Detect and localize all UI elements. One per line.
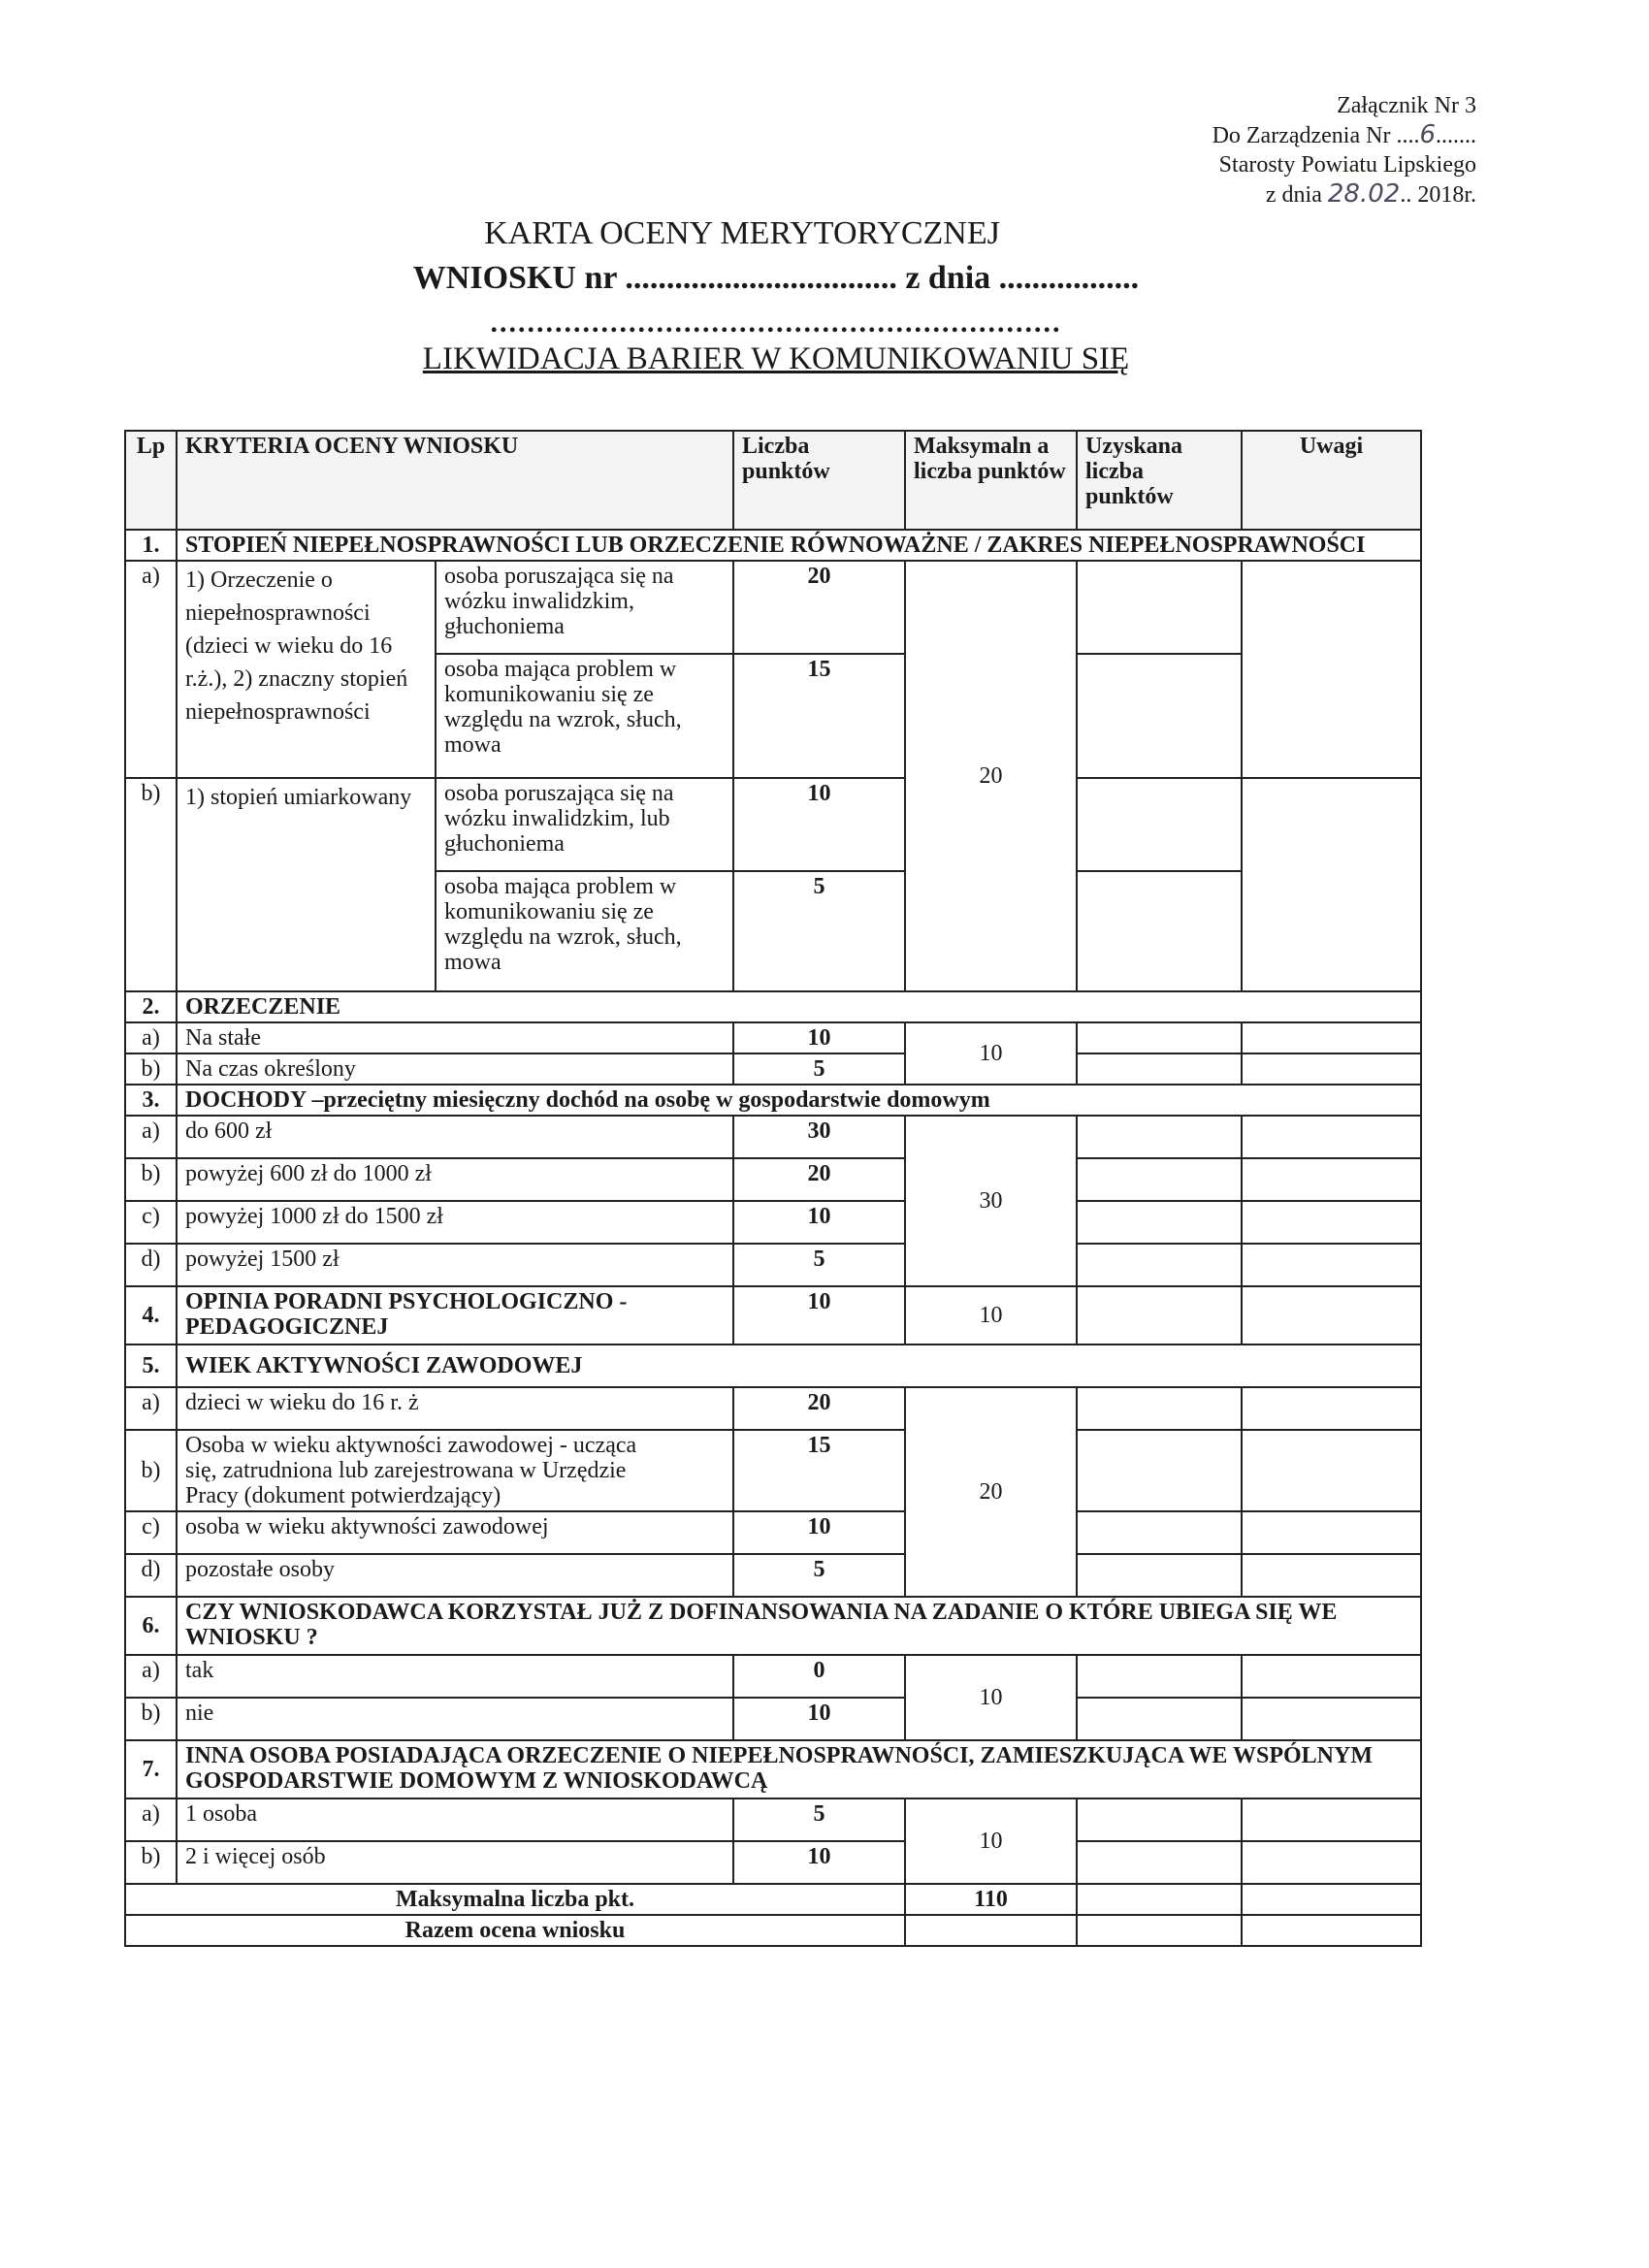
notes-cell[interactable] xyxy=(1242,1511,1421,1554)
annex-line-4: z dnia 28.02.. 2018r. xyxy=(1265,179,1476,209)
table-row: a) 1) Orzeczenie o niepełnosprawności (dzieci w wieku do 16 r.ż.), 2) znaczny stopień niepełnosprawności osoba poruszająca się na wózku inwalidzkim, głuchoniema 20 20 xyxy=(125,561,1421,654)
annex-header xyxy=(1069,91,1476,210)
table-row: c) osoba w wieku aktywności zawodowej 10 xyxy=(125,1511,1421,1554)
annex-line-3: Starosty Powiatu Lipskiego xyxy=(1218,152,1476,178)
notes-cell[interactable] xyxy=(1242,1053,1421,1085)
total-row xyxy=(125,1915,1421,1946)
section-row: 6. CZY WNIOSKODAWCA KORZYSTAŁ JUŻ Z DOFINANSOWANIA NA ZADANIE O KTÓRE UBIEGA SIĘ WE WNIOSKU ? xyxy=(125,1597,1421,1655)
notes-cell[interactable] xyxy=(1242,1116,1421,1158)
obtained-cell[interactable] xyxy=(1077,1841,1242,1884)
obtained-cell[interactable] xyxy=(1077,1244,1242,1286)
notes-cell[interactable] xyxy=(1242,1022,1421,1053)
table-row: d) powyżej 1500 zł 5 xyxy=(125,1244,1421,1286)
notes-cell[interactable] xyxy=(1242,1387,1421,1430)
obtained-cell[interactable] xyxy=(1077,561,1242,654)
section-row: 5. WIEK AKTYWNOŚCI ZAWODOWEJ xyxy=(125,1345,1421,1387)
obtained-cell[interactable] xyxy=(1077,1430,1242,1511)
obtained-cell[interactable] xyxy=(1077,1286,1242,1345)
header-notes: Uwagi xyxy=(1242,431,1421,530)
table-row: b) 2 i więcej osób 10 xyxy=(125,1841,1421,1884)
annex-line-1: Załącznik Nr 3 xyxy=(1337,93,1476,118)
table-header xyxy=(125,431,1421,530)
section-row: 7. INNA OSOBA POSIADAJĄCA ORZECZENIE O NIEPEŁNOSPRAWNOŚCI, ZAMIESZKUJĄCA WE WSPÓLNYM GOSPODARSTWIE DOMOWYM Z WNIOSKODAWCĄ xyxy=(125,1740,1421,1798)
table-row: osoba mająca problem w komunikowaniu się ze względu na wzrok, słuch, mowa 15 xyxy=(125,654,1421,778)
total-obtained-cell[interactable] xyxy=(1077,1915,1242,1946)
obtained-cell[interactable] xyxy=(1077,778,1242,871)
table-row: b) 1) stopień umiarkowany osoba poruszająca się na wózku inwalidzkim, lub głuchoniema 10 xyxy=(125,778,1421,871)
table-row: a) dzieci w wieku do 16 r. ż 20 20 xyxy=(125,1387,1421,1430)
table-row: b) Na czas określony 5 xyxy=(125,1053,1421,1085)
program-title: LIKWIDACJA BARIER W KOMUNIKOWANIU SIĘ xyxy=(422,341,1130,376)
handwritten-date: 28.02 xyxy=(1327,179,1401,209)
table-row: a) Na stałe 10 10 xyxy=(125,1022,1421,1053)
notes-cell[interactable] xyxy=(1242,1554,1421,1597)
obtained-cell[interactable] xyxy=(1077,654,1242,778)
table-row: b) powyżej 600 zł do 1000 zł 20 xyxy=(125,1158,1421,1201)
header-points: Liczba punktów xyxy=(733,431,905,530)
table-row: b) nie 10 xyxy=(125,1698,1421,1740)
max-points-row xyxy=(125,1884,1421,1915)
notes-cell[interactable] xyxy=(1242,1698,1421,1740)
obtained-cell[interactable] xyxy=(1077,1511,1242,1554)
table-row: a) 1 osoba 5 10 xyxy=(125,1798,1421,1841)
table-row: osoba mająca problem w komunikowaniu się ze względu na wzrok, słuch, mowa 5 xyxy=(125,871,1421,991)
section-row: 2. ORZECZENIE xyxy=(125,991,1421,1022)
notes-cell[interactable] xyxy=(1242,1884,1421,1915)
evaluation-table xyxy=(124,430,1422,1947)
obtained-cell[interactable] xyxy=(1077,1655,1242,1698)
header-max: Maksymaln a liczba punktów xyxy=(905,431,1077,530)
obtained-cell[interactable] xyxy=(1077,1798,1242,1841)
obtained-cell[interactable] xyxy=(1077,871,1242,991)
table-row: c) powyżej 1000 zł do 1500 zł 10 xyxy=(125,1201,1421,1244)
total-label: Razem ocena wniosku xyxy=(125,1915,905,1946)
section-row: 3. DOCHODY –przeciętny miesięczny dochód na osobę w gospodarstwie domowym xyxy=(125,1085,1421,1116)
notes-cell[interactable] xyxy=(1242,1286,1421,1345)
header-lp: Lp xyxy=(125,431,177,530)
obtained-cell[interactable] xyxy=(1077,1053,1242,1085)
table-row: b) Osoba w wieku aktywności zawodowej - ucząca się, zatrudniona lub zarejestrowana w Urzędzie Pracy (dokument potwierdzający) 15 xyxy=(125,1430,1421,1511)
notes-cell[interactable] xyxy=(1242,1430,1421,1511)
notes-cell[interactable] xyxy=(1242,1915,1421,1946)
table-row: a) do 600 zł 30 30 xyxy=(125,1116,1421,1158)
handwritten-number: 6 xyxy=(1419,120,1436,149)
table-row: a) tak 0 10 xyxy=(125,1655,1421,1698)
table-row: d) pozostałe osoby 5 xyxy=(125,1554,1421,1597)
notes-cell[interactable] xyxy=(1242,1201,1421,1244)
notes-cell[interactable] xyxy=(1242,1841,1421,1884)
obtained-cell[interactable] xyxy=(1077,1554,1242,1597)
obtained-cell[interactable] xyxy=(1077,1698,1242,1740)
header-criteria: KRYTERIA OCENY WNIOSKU xyxy=(177,431,733,530)
dotted-line: .............................................................. xyxy=(490,307,1062,339)
max-points-label: Maksymalna liczba pkt. xyxy=(125,1884,905,1915)
notes-cell[interactable] xyxy=(1242,1655,1421,1698)
notes-cell[interactable] xyxy=(1242,1158,1421,1201)
obtained-cell[interactable] xyxy=(1077,1201,1242,1244)
application-number-line: WNIOSKU nr ................................. z dnia ................. xyxy=(412,260,1140,296)
notes-cell[interactable] xyxy=(1242,1244,1421,1286)
notes-cell[interactable] xyxy=(1242,561,1421,778)
obtained-cell[interactable] xyxy=(1077,1116,1242,1158)
section-row: 4. OPINIA PORADNI PSYCHOLOGICZNO - PEDAGOGICZNEJ 10 10 xyxy=(125,1286,1421,1345)
header-obtained: Uzyskana liczba punktów xyxy=(1077,431,1242,530)
obtained-cell[interactable] xyxy=(1077,1022,1242,1053)
obtained-cell[interactable] xyxy=(1077,1158,1242,1201)
max-points-value: 110 xyxy=(905,1884,1077,1915)
section-row: 1. STOPIEŃ NIEPEŁNOSPRAWNOŚCI LUB ORZECZENIE RÓWNOWAŻNE / ZAKRES NIEPEŁNOSPRAWNOŚCI xyxy=(125,530,1421,561)
notes-cell[interactable] xyxy=(1242,778,1421,991)
form-title: KARTA OCENY MERYTORYCZNEJ xyxy=(484,215,1000,251)
notes-cell[interactable] xyxy=(1242,1798,1421,1841)
obtained-cell[interactable] xyxy=(1077,1884,1242,1915)
annex-line-2: Do Zarządzenia Nr ....6....... xyxy=(1212,120,1476,149)
obtained-cell[interactable] xyxy=(1077,1387,1242,1430)
